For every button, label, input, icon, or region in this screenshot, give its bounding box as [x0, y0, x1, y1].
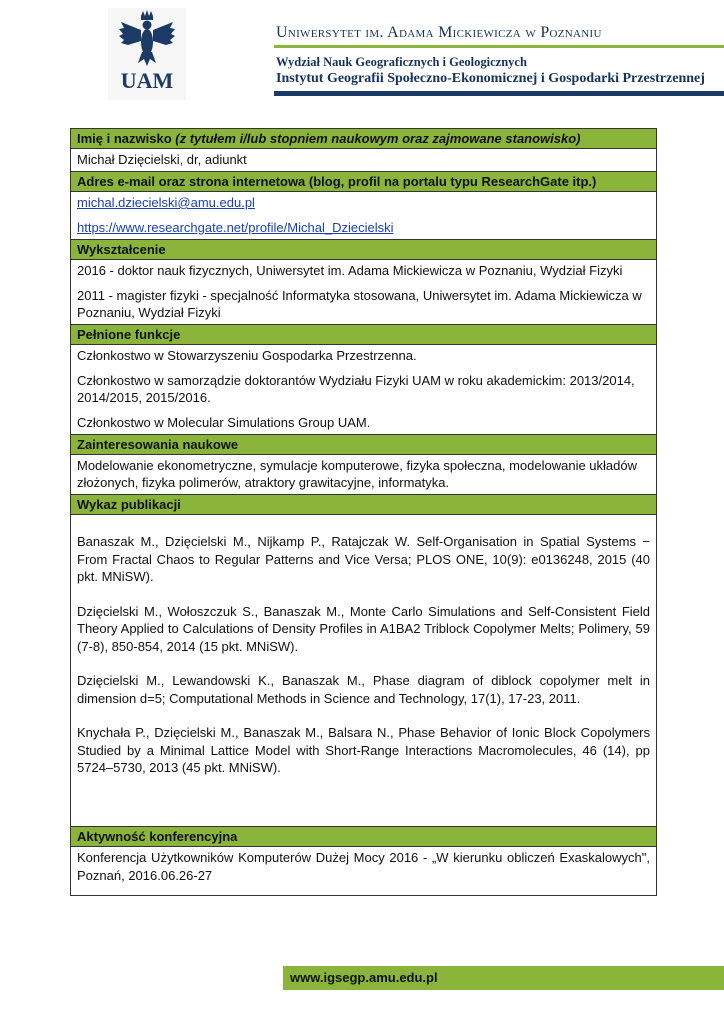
section-header-functions: Pełnione funkcje — [71, 325, 656, 345]
education-item: 2016 - doktor nauk fizycznych, Uniwersytet im. Adama Mickiewicza w Poznaniu, Wydział Fizyki — [77, 263, 623, 278]
publication-item: Dzięcielski M., Lewandowski K., Banaszak M., Phase diagram of diblock copolymer melt in dimension d=5; Computational Methods in Science and Technology, 17(1), 17-23, 2011. — [77, 673, 650, 706]
conference-item: Konferencja Użytkowników Komputerów Dużej Mocy 2016 - „W kierunku obliczeń Exaskalowych", Poznań, 2016.06.26-27 — [77, 850, 650, 883]
section-header-education: Wykształcenie — [71, 240, 656, 260]
svg-text:UAM: UAM — [120, 68, 174, 93]
function-item: Członkostwo w samorządzie doktorantów Wydziału Fizyki UAM w roku akademickim: 2013/2014, — [77, 373, 635, 388]
email-link[interactable]: michal.dziecielski@amu.edu.pl — [77, 195, 255, 210]
institute-name: Instytut Geografii Społeczno-Ekonomicznej i Gospodarki Przestrzennej — [276, 71, 705, 86]
section-body-functions — [71, 345, 656, 435]
header-divider — [274, 45, 724, 48]
function-item: Członkostwo w Stowarzyszeniu Gospodarka Przestrzenna. — [77, 348, 417, 363]
section-body-name — [71, 149, 656, 172]
footer-website[interactable]: www.igsegp.amu.edu.pl — [290, 970, 438, 985]
section-body-contact — [71, 192, 656, 240]
function-item: Członkostwo w Molecular Simulations Group UAM. — [77, 415, 371, 430]
cv-table — [70, 128, 657, 896]
header-divider-bottom — [274, 91, 724, 96]
uam-logo — [108, 8, 186, 100]
section-header-conferences: Aktywność konferencyjna — [71, 827, 656, 847]
university-name: Uniwersytet im. Adama Mickiewicza w Poznaniu — [276, 24, 602, 41]
section-body-conferences — [71, 847, 656, 896]
name-label-note: (z tytułem i/lub stopniem naukowym oraz zajmowane stanowisko) — [175, 131, 581, 146]
section-header-interests: Zainteresowania naukowe — [71, 435, 656, 455]
publication-item: Knychała P., Dzięcielski M., Banaszak M., Balsara N., Phase Behavior of Ionic Block Copolymers Studied by a Minimal Lattice Model with Short-Range Interactions Macromolecules, 46 (14), pp 5724–5730, 2013 (45 pkt. MNiSW). — [77, 725, 650, 775]
section-body-interests — [71, 455, 656, 495]
publication-item: Banaszak M., Dzięcielski M., Nijkamp P., Ratajczak W. Self-Organisation in Spatial Systems − From Fractal Chaos to Regular Patterns and Vice Versa; PLOS ONE, 10(9): e0136248, 2015 (40 pkt. MNiSW). — [77, 534, 650, 584]
name-value: Michał Dzięcielski, dr, adiunkt — [77, 152, 247, 167]
interests-line: złożonych, fizyka polimerów, atraktory grawitacyjne, informatyka. — [77, 475, 450, 490]
section-header-name — [71, 129, 656, 149]
section-header-publications: Wykaz publikacji — [71, 495, 656, 515]
eagle-crest-icon — [108, 8, 186, 100]
section-header-contact: Adres e-mail oraz strona internetowa (blog, profil na portalu typu ResearchGate itp.) — [71, 172, 656, 192]
researchgate-link[interactable]: https://www.researchgate.net/profile/Michal_Dziecielski — [77, 220, 394, 235]
faculty-name: Wydział Nauk Geograficznych i Geologicznych — [276, 55, 527, 69]
publication-item: Dzięcielski M., Wołoszczuk S., Banaszak M., Monte Carlo Simulations and Self-Consistent Field Theory Applied to Calculations of Density Profiles in A1BA2 Triblock Copolymer Melts; Polimery, 59 (7-8), 850-854, 2014 (15 pkt. MNiSW). — [77, 603, 650, 654]
section-body-education — [71, 260, 656, 325]
name-label: Imię i nazwisko — [77, 131, 172, 146]
section-body-publications — [71, 515, 656, 827]
function-item: 2014/2015, 2015/2016. — [77, 390, 211, 405]
interests-line: Modelowanie ekonometryczne, symulacje komputerowe, fizyka społeczna, modelowanie układów — [77, 458, 638, 473]
education-item: Poznaniu, Wydział Fizyki — [77, 305, 221, 320]
education-item: 2011 - magister fizyki - specjalność Informatyka stosowana, Uniwersytet im. Adama Mickiewicza w — [77, 288, 642, 303]
